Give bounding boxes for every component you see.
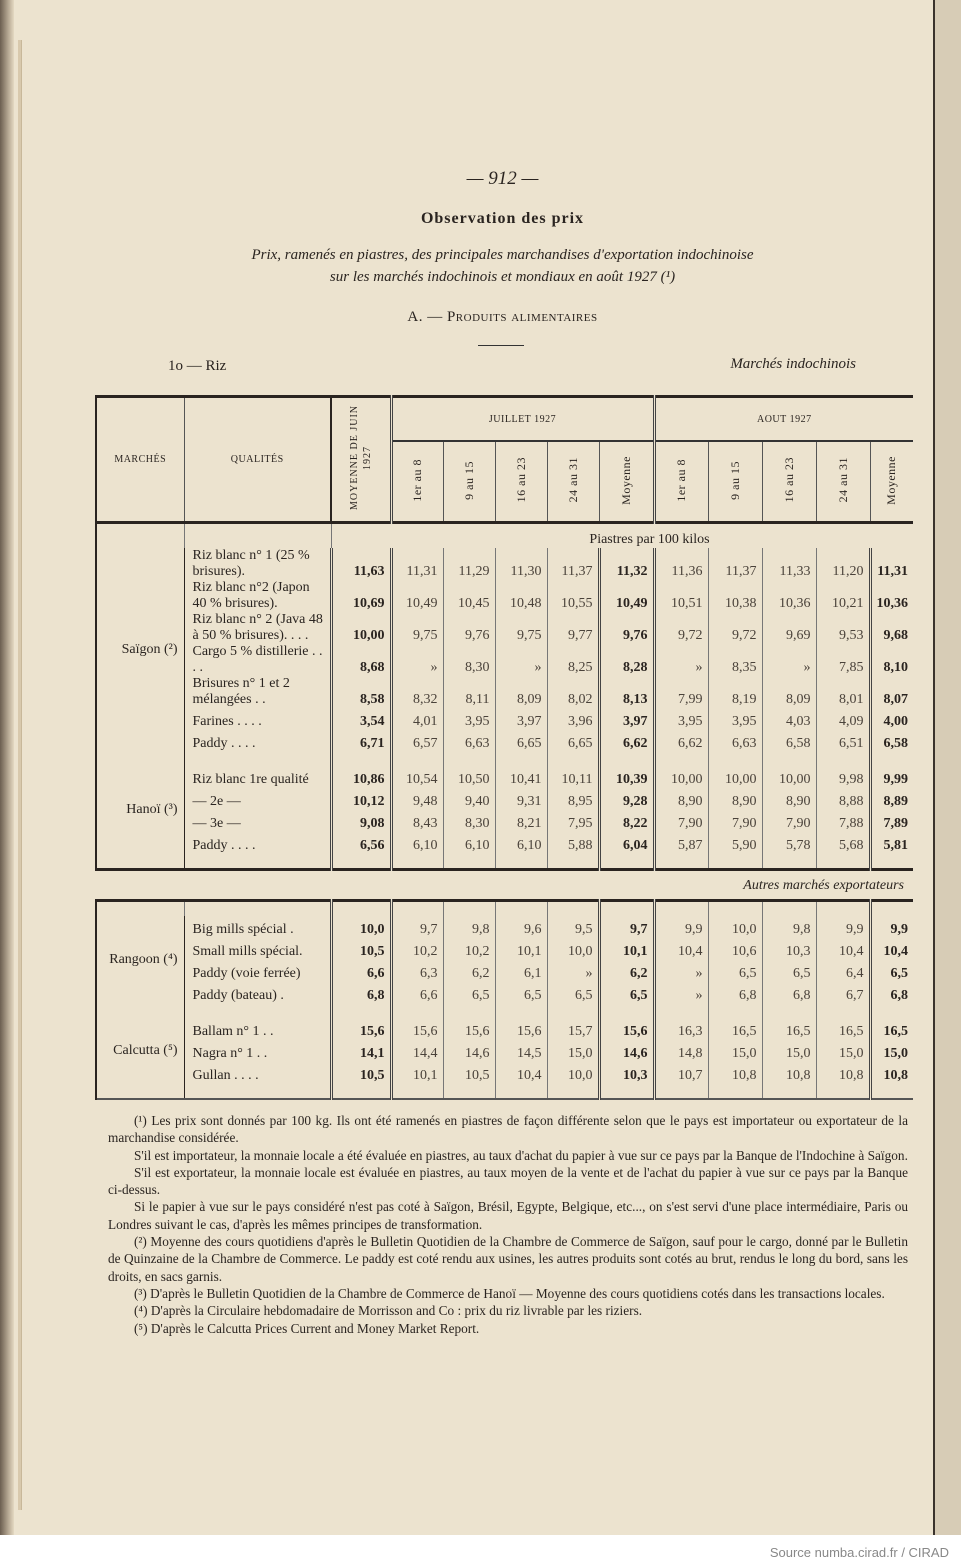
price-cell: 9,6: [495, 916, 547, 938]
other-markets-label: Autres marchés exportateurs: [743, 878, 904, 893]
price-cell: 4,00: [870, 708, 913, 730]
subtitle: [95, 244, 910, 288]
price-cell: 14,6: [443, 1040, 495, 1062]
price-cell: 9,75: [495, 612, 547, 644]
price-cell: 10,48: [495, 580, 547, 612]
price-cell: 8,07: [870, 676, 913, 708]
price-cell: 9,8: [762, 916, 816, 938]
price-cell: 11,32: [599, 548, 654, 580]
price-cell: 7,95: [547, 810, 599, 832]
footnote: (³) D'après le Bulletin Quotidien de la Chambre de Commerce de Hanoï — Moyenne des cours quotidiens cotés dans les transactions locales.: [134, 1285, 885, 1301]
price-cell: 8,90: [654, 788, 708, 810]
header-qualities: QUALITÉS: [184, 397, 331, 523]
price-cell: 8,25: [547, 644, 599, 676]
subtitle-line-1: Prix, ramenés en piastres, des principales marchandises d'exportation indochinoise: [251, 247, 754, 263]
august-period-header: [708, 441, 762, 523]
price-cell: 6,65: [547, 730, 599, 752]
other-markets-price-table: [95, 899, 913, 1100]
price-cell: 7,90: [762, 810, 816, 832]
indochina-markets-label: Marchés indochinois: [730, 356, 856, 372]
price-cell: 10,00: [708, 766, 762, 788]
quality-name: Riz blanc 1re qualité: [184, 766, 331, 788]
quality-name: Brisures n° 1 et 2 mélangées . .: [184, 676, 331, 708]
price-cell: 6,8: [870, 982, 913, 1004]
price-cell: 10,51: [654, 580, 708, 612]
price-cell: 9,48: [391, 788, 443, 810]
price-cell: 6,63: [708, 730, 762, 752]
price-cell: 10,21: [816, 580, 870, 612]
price-cell: 10,4: [654, 938, 708, 960]
price-cell: 8,35: [708, 644, 762, 676]
quality-name: Ballam n° 1 . .: [184, 1018, 331, 1040]
price-cell: 4,01: [391, 708, 443, 730]
adjacent-page-edge: [933, 0, 961, 1535]
july-period-header: [391, 441, 443, 523]
price-cell: 10,4: [870, 938, 913, 960]
units-label: Piastres par 100 kilos: [589, 532, 710, 547]
price-cell: 7,89: [870, 810, 913, 832]
price-cell: 15,0: [870, 1040, 913, 1062]
price-cell: 6,62: [654, 730, 708, 752]
price-cell: 9,9: [654, 916, 708, 938]
price-cell: 15,0: [708, 1040, 762, 1062]
price-cell: 6,56: [331, 832, 391, 854]
price-cell: 15,7: [547, 1018, 599, 1040]
footnote: (⁵) D'après le Calcutta Prices Current and Money Market Report.: [134, 1320, 480, 1336]
price-cell: 11,37: [547, 548, 599, 580]
price-cell: 6,6: [391, 982, 443, 1004]
price-cell: 6,7: [816, 982, 870, 1004]
price-cell: 10,50: [443, 766, 495, 788]
price-cell: 10,41: [495, 766, 547, 788]
price-cell: 3,97: [599, 708, 654, 730]
price-cell: 10,36: [762, 580, 816, 612]
price-cell: 15,0: [547, 1040, 599, 1062]
price-cell: 10,49: [391, 580, 443, 612]
august-period-header: [654, 441, 708, 523]
price-cell: 6,8: [331, 982, 391, 1004]
price-cell: 10,0: [547, 938, 599, 960]
footnote: S'il est importateur, la monnaie locale a été évaluée en piastres, au taux d'achat du papier à vue sur ce pays par la Banque de l'Indochine à Saïgon.: [134, 1147, 908, 1163]
price-cell: 11,36: [654, 548, 708, 580]
price-cell: 6,3: [391, 960, 443, 982]
period-label: 16 au 23: [513, 457, 528, 503]
price-cell: 10,8: [816, 1062, 870, 1084]
price-cell: 10,1: [495, 938, 547, 960]
price-cell: 5,81: [870, 832, 913, 854]
price-cell: 8,58: [331, 676, 391, 708]
table-row: [96, 788, 913, 810]
price-cell: 8,01: [816, 676, 870, 708]
price-cell: 10,4: [816, 938, 870, 960]
price-cell: 11,31: [391, 548, 443, 580]
table-row: [96, 676, 913, 708]
price-cell: 6,4: [816, 960, 870, 982]
price-cell: 4,09: [816, 708, 870, 730]
price-cell: 8,09: [495, 676, 547, 708]
price-cell: 10,55: [547, 580, 599, 612]
august-period-header: [870, 441, 913, 523]
price-cell: »: [654, 644, 708, 676]
price-cell: 14,5: [495, 1040, 547, 1062]
price-cell: 7,90: [654, 810, 708, 832]
footnote: (⁴) D'après la Circulaire hebdomadaire de Morrisson and Co : prix du riz livrable par les riziers.: [134, 1303, 643, 1319]
price-cell: 11,63: [331, 548, 391, 580]
table-row: [96, 730, 913, 752]
price-cell: 10,5: [443, 1062, 495, 1084]
price-cell: »: [391, 644, 443, 676]
price-cell: 8,11: [443, 676, 495, 708]
price-cell: 10,8: [708, 1062, 762, 1084]
price-cell: 5,78: [762, 832, 816, 854]
subtitle-line-2: sur les marchés indochinois et mondiaux en août 1927 (¹): [329, 269, 676, 285]
quality-name: Paddy . . . .: [184, 832, 331, 854]
period-label: Moyenne: [618, 455, 633, 505]
price-cell: 9,8: [443, 916, 495, 938]
table-row: [96, 982, 913, 1004]
price-cell: 8,30: [443, 810, 495, 832]
august-period-header: [762, 441, 816, 523]
price-cell: 10,2: [391, 938, 443, 960]
price-cell: 9,9: [870, 916, 913, 938]
price-cell: 7,85: [816, 644, 870, 676]
price-cell: 16,5: [708, 1018, 762, 1040]
price-cell: 6,5: [762, 960, 816, 982]
table-and-notes: [95, 395, 910, 1337]
period-label: 24 au 31: [835, 457, 850, 503]
price-cell: 9,76: [599, 612, 654, 644]
price-cell: 8,89: [870, 788, 913, 810]
price-cell: 10,6: [708, 938, 762, 960]
footnote: Si le papier à vue sur le pays considéré n'est pas coté à Saïgon, Brésil, Egypte, Belgique, etc..., on s'est servi d'une place intermédiaire, Paris ou Londres suivant le cas, d'après les mêmes principes de transformation.: [108, 1199, 908, 1232]
table-row: [96, 1062, 913, 1084]
price-cell: 10,5: [331, 938, 391, 960]
price-cell: 10,00: [654, 766, 708, 788]
july-period-header: [495, 441, 547, 523]
price-cell: 8,90: [762, 788, 816, 810]
page-title: Observation des prix: [420, 210, 585, 227]
quality-name: Gullan . . . .: [184, 1062, 331, 1084]
price-cell: 14,6: [599, 1040, 654, 1062]
market-name: Saïgon (²): [96, 548, 184, 752]
price-cell: 9,76: [443, 612, 495, 644]
price-cell: 10,4: [495, 1062, 547, 1084]
price-cell: 10,2: [443, 938, 495, 960]
price-cell: 11,37: [708, 548, 762, 580]
price-cell: 10,0: [547, 1062, 599, 1084]
price-cell: 8,21: [495, 810, 547, 832]
price-cell: 4,03: [762, 708, 816, 730]
period-label: 24 au 31: [565, 457, 580, 503]
price-cell: 8,22: [599, 810, 654, 832]
price-cell: 14,8: [654, 1040, 708, 1062]
price-cell: 14,1: [331, 1040, 391, 1062]
price-cell: 9,28: [599, 788, 654, 810]
price-cell: 6,63: [443, 730, 495, 752]
table-row: [96, 916, 913, 938]
price-cell: 8,95: [547, 788, 599, 810]
quality-name: Small mills spécial.: [184, 938, 331, 960]
quality-name: Riz blanc n° 2 (Java 48 à 50 % brisures). . . .: [184, 612, 331, 644]
price-cell: 16,5: [762, 1018, 816, 1040]
price-cell: »: [654, 982, 708, 1004]
price-cell: 9,72: [654, 612, 708, 644]
price-cell: 8,09: [762, 676, 816, 708]
price-cell: »: [654, 960, 708, 982]
price-cell: 15,0: [816, 1040, 870, 1062]
price-cell: 5,87: [654, 832, 708, 854]
price-cell: 15,6: [495, 1018, 547, 1040]
price-cell: 10,3: [762, 938, 816, 960]
quality-name: Riz blanc n° 1 (25 % brisures).: [184, 548, 331, 580]
price-cell: 9,7: [599, 916, 654, 938]
price-cell: 8,90: [708, 788, 762, 810]
source-credit: Source numba.cirad.fr / CIRAD: [769, 1545, 949, 1560]
price-cell: 10,12: [331, 788, 391, 810]
price-cell: 8,32: [391, 676, 443, 708]
price-cell: 8,43: [391, 810, 443, 832]
table-row: [96, 644, 913, 676]
table-row: [96, 960, 913, 982]
table-row: [96, 708, 913, 730]
price-cell: 10,1: [599, 938, 654, 960]
price-cell: 3,54: [331, 708, 391, 730]
price-cell: 6,5: [708, 960, 762, 982]
price-cell: 6,62: [599, 730, 654, 752]
table-row: [96, 1040, 913, 1062]
price-cell: 8,88: [816, 788, 870, 810]
subsection-heading: 1o — Riz: [168, 358, 227, 374]
quality-name: Paddy (bateau) .: [184, 982, 331, 1004]
price-cell: 11,20: [816, 548, 870, 580]
indochina-price-table: [95, 524, 913, 871]
price-cell: 10,45: [443, 580, 495, 612]
price-cell: 9,69: [762, 612, 816, 644]
price-cell: 15,6: [599, 1018, 654, 1040]
price-cell: 10,1: [391, 1062, 443, 1084]
quality-name: Nagra n° 1 . .: [184, 1040, 331, 1062]
price-cell: 6,5: [495, 982, 547, 1004]
period-label: Moyenne: [884, 455, 899, 505]
price-cell: 9,9: [816, 916, 870, 938]
price-cell: 8,28: [599, 644, 654, 676]
price-cell: 7,99: [654, 676, 708, 708]
price-cell: 10,8: [762, 1062, 816, 1084]
price-cell: 9,98: [816, 766, 870, 788]
july-period-header: [599, 441, 654, 523]
price-cell: 16,3: [654, 1018, 708, 1040]
price-cell: 9,7: [391, 916, 443, 938]
price-cell: 9,75: [391, 612, 443, 644]
price-cell: 10,86: [331, 766, 391, 788]
price-cell: 3,95: [654, 708, 708, 730]
price-cell: 10,3: [599, 1062, 654, 1084]
price-cell: 5,68: [816, 832, 870, 854]
footnote: (¹) Les prix sont donnés par 100 kg. Ils ont été ramenés en piastres de façon différente selon que le pays est importateur ou exportateur de la marchandise considérée.: [108, 1113, 908, 1146]
quality-name: Riz blanc n°2 (Japon 40 % brisures).: [184, 580, 331, 612]
price-cell: 9,40: [443, 788, 495, 810]
price-cell: 6,57: [391, 730, 443, 752]
section-heading: A. — Produits alimentaires: [407, 309, 598, 325]
price-cell: 8,10: [870, 644, 913, 676]
price-cell: 6,71: [331, 730, 391, 752]
price-cell: 10,5: [331, 1062, 391, 1084]
price-cell: 6,10: [495, 832, 547, 854]
price-cell: 6,6: [331, 960, 391, 982]
price-cell: 3,95: [443, 708, 495, 730]
price-cell: 6,58: [870, 730, 913, 752]
page-fold: [18, 40, 22, 1510]
quality-name: Paddy . . . .: [184, 730, 331, 752]
price-cell: 16,5: [870, 1018, 913, 1040]
july-period-header: [547, 441, 599, 523]
price-cell: 3,96: [547, 708, 599, 730]
price-cell: 9,08: [331, 810, 391, 832]
price-cell: 5,88: [547, 832, 599, 854]
price-cell: 6,5: [547, 982, 599, 1004]
quality-name: Big mills spécial .: [184, 916, 331, 938]
price-cell: 15,6: [331, 1018, 391, 1040]
header-august: AOUT 1927: [654, 397, 913, 442]
price-cell: 9,72: [708, 612, 762, 644]
july-period-header: [443, 441, 495, 523]
market-name: Hanoï (³): [96, 766, 184, 854]
price-cell: 8,13: [599, 676, 654, 708]
quality-name: Cargo 5 % distillerie . . . .: [184, 644, 331, 676]
price-cell: 11,31: [870, 548, 913, 580]
price-cell: 6,8: [708, 982, 762, 1004]
price-cell: 10,11: [547, 766, 599, 788]
price-cell: 10,0: [708, 916, 762, 938]
price-cell: 6,1: [495, 960, 547, 982]
table-row: [96, 548, 913, 580]
price-cell: 9,99: [870, 766, 913, 788]
price-cell: 16,5: [816, 1018, 870, 1040]
footnotes: [108, 1112, 908, 1337]
period-label: 16 au 23: [781, 457, 796, 503]
footnote: (²) Moyenne des cours quotidiens d'après le Bulletin Quotidien de la Chambre de Commerce de Saïgon, sauf pour le cargo, donné par le Bulletin de Quinzaine de la Chambre de Commerce. Le paddy est coté rendu aux usines, les autres produits sont cotés au brut, rendus le long du bord, sans les droits, en sacs garnis.: [108, 1234, 908, 1284]
header-july: JUILLET 1927: [391, 397, 654, 442]
price-cell: »: [762, 644, 816, 676]
price-cell: 6,2: [443, 960, 495, 982]
table-row: [96, 810, 913, 832]
price-cell: 6,5: [870, 960, 913, 982]
price-cell: »: [495, 644, 547, 676]
price-cell: 15,6: [443, 1018, 495, 1040]
price-cell: 11,33: [762, 548, 816, 580]
price-cell: 9,68: [870, 612, 913, 644]
price-cell: 9,5: [547, 916, 599, 938]
price-cell: 10,54: [391, 766, 443, 788]
price-cell: 10,36: [870, 580, 913, 612]
price-cell: 10,7: [654, 1062, 708, 1084]
price-cell: 6,58: [762, 730, 816, 752]
price-cell: 6,04: [599, 832, 654, 854]
price-cell: 15,6: [391, 1018, 443, 1040]
price-cell: 8,68: [331, 644, 391, 676]
price-cell: 10,00: [331, 612, 391, 644]
price-cell: 7,90: [708, 810, 762, 832]
quality-name: — 3e —: [184, 810, 331, 832]
price-cell: 6,51: [816, 730, 870, 752]
price-cell: 3,97: [495, 708, 547, 730]
page-number: — 912 —: [466, 168, 539, 189]
table-header: [95, 395, 913, 524]
table-row: [96, 832, 913, 854]
header-markets: MARCHÉS: [96, 397, 184, 523]
footnote: S'il est exportateur, la monnaie locale est évaluée en piastres, au taux moyen de la vente et de l'achat du papier à vue sur ce pays par la Banque ci-dessus.: [108, 1164, 908, 1198]
quality-name: — 2e —: [184, 788, 331, 810]
book-binding-edge: [0, 0, 14, 1535]
price-cell: 9,31: [495, 788, 547, 810]
period-label: 1er au 8: [674, 458, 689, 502]
price-cell: 7,88: [816, 810, 870, 832]
price-cell: 6,8: [762, 982, 816, 1004]
price-cell: 11,30: [495, 548, 547, 580]
header-june-average: MOYENNE DE JUIN 1927: [348, 405, 373, 511]
price-cell: 6,5: [443, 982, 495, 1004]
table-row: [96, 580, 913, 612]
price-cell: 10,69: [331, 580, 391, 612]
price-cell: 10,38: [708, 580, 762, 612]
period-label: 1er au 8: [410, 458, 424, 502]
price-cell: 9,53: [816, 612, 870, 644]
price-cell: 6,2: [599, 960, 654, 982]
table-row: [96, 612, 913, 644]
price-cell: 10,0: [331, 916, 391, 938]
august-period-header: [816, 441, 870, 523]
table-row: [96, 766, 913, 788]
quality-name: Paddy (voie ferrée): [184, 960, 331, 982]
price-cell: 10,00: [762, 766, 816, 788]
market-name: Calcutta (⁵): [96, 1018, 184, 1084]
price-cell: 8,30: [443, 644, 495, 676]
price-cell: 6,5: [599, 982, 654, 1004]
table-row: [96, 1018, 913, 1040]
price-cell: 8,02: [547, 676, 599, 708]
price-cell: 9,77: [547, 612, 599, 644]
price-cell: 14,4: [391, 1040, 443, 1062]
price-cell: 6,65: [495, 730, 547, 752]
price-cell: 10,49: [599, 580, 654, 612]
price-cell: 6,10: [443, 832, 495, 854]
quality-name: Farines . . . .: [184, 708, 331, 730]
market-name: Rangoon (⁴): [96, 916, 184, 1004]
price-cell: 5,90: [708, 832, 762, 854]
price-cell: 10,39: [599, 766, 654, 788]
price-cell: »: [547, 960, 599, 982]
period-label: 9 au 15: [461, 460, 476, 500]
table-row: [96, 938, 913, 960]
section-rule: [478, 345, 524, 346]
price-cell: 8,19: [708, 676, 762, 708]
price-cell: 3,95: [708, 708, 762, 730]
price-cell: 10,8: [870, 1062, 913, 1084]
price-cell: 11,29: [443, 548, 495, 580]
price-cell: 15,0: [762, 1040, 816, 1062]
price-cell: 6,10: [391, 832, 443, 854]
period-label: 9 au 15: [727, 460, 742, 500]
